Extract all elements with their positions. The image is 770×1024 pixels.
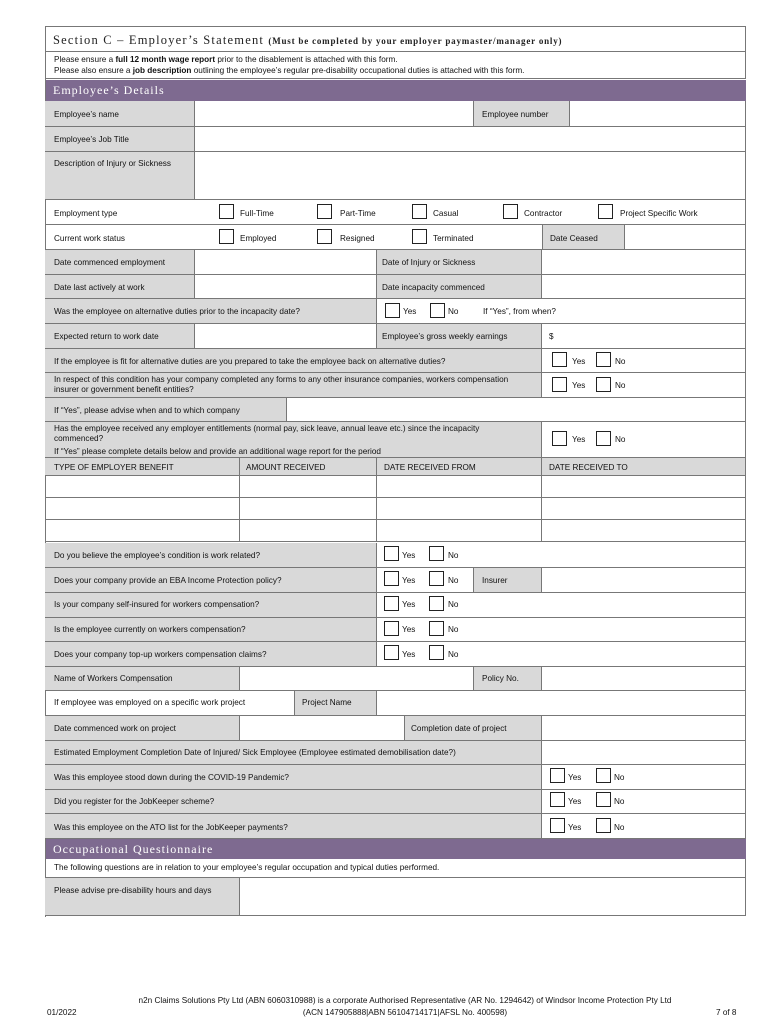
- entitlements-yes-checkbox[interactable]: [552, 431, 567, 446]
- expected-return-label: Expected return to work date: [54, 332, 159, 341]
- benefit-row-1-from[interactable]: [377, 476, 542, 498]
- top-up-label: Does your company top-up workers compensation claims?: [54, 650, 267, 659]
- employee-name-field[interactable]: [195, 101, 474, 127]
- alt-duties-yes-checkbox[interactable]: [385, 303, 400, 318]
- entitlements-no-checkbox[interactable]: [596, 431, 611, 446]
- jobkeeper-label: Did you register for the JobKeeper scheme?: [54, 797, 215, 806]
- full-time-label: Full-Time: [240, 209, 274, 218]
- contractor-label: Contractor: [524, 209, 563, 218]
- casual-label: Casual: [433, 209, 459, 218]
- hours-label: Please advise pre-disability hours and days: [54, 886, 212, 895]
- alt-duties-label: Was the employee on alternative duties prior to the incapacity date?: [54, 307, 300, 316]
- instruction-1-pre: Please ensure a: [54, 55, 116, 64]
- eba-yes-label: Yes: [402, 576, 416, 585]
- instruction-2-pre: Please also ensure a: [54, 66, 133, 75]
- entitlements-label-2: If “Yes” please complete details below and provide an additional wage report for the period: [54, 447, 381, 456]
- job-title-field[interactable]: [195, 127, 746, 152]
- footer-page-number: 7 of 8: [716, 1008, 737, 1017]
- date-last-label: Date last actively at work: [54, 283, 145, 292]
- project-name-field[interactable]: [377, 691, 746, 716]
- self-insured-label: Is your company self-insured for workers compensation?: [54, 600, 260, 609]
- project-name-label: Project Name: [302, 698, 352, 707]
- instruction-line-2: [54, 66, 524, 76]
- project-start-label: Date commenced work on project: [54, 724, 176, 733]
- casual-checkbox[interactable]: [412, 204, 427, 219]
- benefit-row-3-type[interactable]: [45, 520, 240, 542]
- entitlements-label-1: Has the employee received any employer entitlements (normal pay, sick leave, annual leave etc.) since the incapacity commenced?: [54, 424, 480, 443]
- covid-no-label: No: [614, 773, 625, 782]
- self-insured-yes-checkbox[interactable]: [384, 596, 399, 611]
- covid-yes-label: Yes: [568, 773, 582, 782]
- benefit-row-1-amount[interactable]: [240, 476, 377, 498]
- project-specific-checkbox[interactable]: [598, 204, 613, 219]
- self-insured-no-label: No: [448, 600, 459, 609]
- benefit-row-1-type[interactable]: [45, 476, 240, 498]
- date-incapacity-field[interactable]: [542, 275, 746, 299]
- ato-yes-label: Yes: [568, 823, 582, 832]
- insurer-field[interactable]: [542, 568, 746, 593]
- on-wc-label: Is the employee currently on workers compensation?: [54, 625, 246, 634]
- fit-alt-yes-label: Yes: [572, 357, 586, 366]
- jobkeeper-no-checkbox[interactable]: [596, 792, 611, 807]
- instruction-2-post: outlining the employee’s regular pre-disability occupational duties is attached with this form.: [191, 66, 525, 75]
- benefit-row-2-from[interactable]: [377, 498, 542, 520]
- benefit-row-2-type[interactable]: [45, 498, 240, 520]
- covid-no-checkbox[interactable]: [596, 768, 611, 783]
- ato-no-label: No: [614, 823, 625, 832]
- covid-label: Was this employee stood down during the COVID-19 Pandemic?: [54, 773, 289, 782]
- employee-details-header: Employee’s Details: [46, 80, 746, 101]
- jobkeeper-yes-checkbox[interactable]: [550, 792, 565, 807]
- top-up-no-checkbox[interactable]: [429, 645, 444, 660]
- hours-field[interactable]: [240, 878, 746, 916]
- instruction-line-1: [54, 55, 398, 65]
- instruction-1-bold: full 12 month wage report: [115, 55, 216, 64]
- footer-version: 01/2022: [47, 1008, 77, 1017]
- benefit-row-3-amount[interactable]: [240, 520, 377, 542]
- alt-duties-when-label: If “Yes”, from when?: [483, 307, 556, 316]
- eba-label: Does your company provide an EBA Income Protection policy?: [54, 576, 282, 585]
- estimated-completion-field[interactable]: [542, 741, 746, 765]
- work-related-no-label: No: [448, 551, 459, 560]
- benefit-row-1-to[interactable]: [542, 476, 746, 498]
- benefit-header-from-label: DATE RECEIVED FROM: [384, 463, 476, 472]
- jobkeeper-yes-label: Yes: [568, 797, 582, 806]
- terminated-checkbox[interactable]: [412, 229, 427, 244]
- jobkeeper-no-label: No: [614, 797, 625, 806]
- alt-duties-no-checkbox[interactable]: [430, 303, 445, 318]
- hours-label-cell: [45, 878, 240, 916]
- self-insured-yes-label: Yes: [402, 600, 416, 609]
- entitlements-yes-label: Yes: [572, 435, 586, 444]
- policy-label: Policy No.: [482, 674, 519, 683]
- project-specific-label: Project Specific Work: [620, 209, 698, 218]
- work-related-yes-checkbox[interactable]: [384, 546, 399, 561]
- benefit-header-type-label: TYPE OF EMPLOYER BENEFIT: [54, 463, 174, 472]
- benefit-row-2-to[interactable]: [542, 498, 746, 520]
- benefit-header-amount-label: AMOUNT RECEIVED: [246, 463, 326, 472]
- injury-field[interactable]: [195, 152, 746, 200]
- project-completion-label: Completion date of project: [411, 724, 507, 733]
- alt-duties-no-label: No: [448, 307, 459, 316]
- instruction-2-bold: job description: [132, 66, 192, 75]
- benefit-row-3-from[interactable]: [377, 520, 542, 542]
- on-wc-no-label: No: [448, 625, 459, 634]
- employed-checkbox[interactable]: [219, 229, 234, 244]
- work-status-label: Current work status: [54, 234, 125, 243]
- employed-label: Employed: [240, 234, 277, 243]
- resigned-label: Resigned: [340, 234, 375, 243]
- benefit-row-2-amount[interactable]: [240, 498, 377, 520]
- employee-number-label: Employee number: [482, 110, 549, 119]
- estimated-completion-label: Estimated Employment Completion Date of Injured/ Sick Employee (Employee estimated demobilisation date?): [54, 748, 456, 757]
- top-up-no-label: No: [448, 650, 459, 659]
- ato-yes-checkbox[interactable]: [550, 818, 565, 833]
- project-start-field[interactable]: [240, 716, 405, 741]
- employee-name-label: Employee’s name: [54, 110, 119, 119]
- insurer-label: Insurer: [482, 576, 508, 585]
- employee-number-field[interactable]: [570, 101, 746, 127]
- date-ceased-label: Date Ceased: [550, 234, 598, 243]
- occupational-intro: The following questions are in relation to your employee’s regular occupation and typical duties performed.: [54, 863, 440, 872]
- entitlements-no-label: No: [615, 435, 626, 444]
- top-up-yes-checkbox[interactable]: [384, 645, 399, 660]
- eba-no-checkbox[interactable]: [429, 571, 444, 586]
- forms-yes-checkbox[interactable]: [552, 377, 567, 392]
- benefit-header-to-label: DATE RECEIVED TO: [549, 463, 628, 472]
- date-commenced-label: Date commenced employment: [54, 258, 166, 267]
- employment-type-label: Employment type: [54, 209, 118, 218]
- fit-alt-no-label: No: [615, 357, 626, 366]
- injury-label: Description of Injury or Sickness: [54, 159, 171, 168]
- fit-alt-no-checkbox[interactable]: [596, 352, 611, 367]
- benefit-row-3-to[interactable]: [542, 520, 746, 542]
- fit-alt-label: If the employee is fit for alternative duties are you prepared to take the employee back on alternative duties?: [54, 357, 446, 366]
- top-up-yes-label: Yes: [402, 650, 416, 659]
- wc-name-field[interactable]: [240, 667, 474, 691]
- on-wc-no-checkbox[interactable]: [429, 621, 444, 636]
- forms-label: In respect of this condition has your company completed any forms to any other insurance companies, workers compensation insurer or government benefit entities?: [54, 375, 509, 394]
- date-injury-field[interactable]: [542, 250, 746, 275]
- full-time-checkbox[interactable]: [219, 204, 234, 219]
- expected-return-field[interactable]: [195, 324, 377, 349]
- contractor-checkbox[interactable]: [503, 204, 518, 219]
- project-completion-field[interactable]: [542, 716, 746, 741]
- fit-alt-yes-checkbox[interactable]: [552, 352, 567, 367]
- forms-no-label: No: [615, 381, 626, 390]
- on-wc-yes-checkbox[interactable]: [384, 621, 399, 636]
- work-related-yes-label: Yes: [402, 551, 416, 560]
- date-ceased-field[interactable]: [625, 225, 745, 249]
- instruction-1-post: prior to the disablement is attached with this form.: [215, 55, 398, 64]
- on-wc-yes-label: Yes: [402, 625, 416, 634]
- job-title-label: Employee’s Job Title: [54, 135, 129, 144]
- ato-no-checkbox[interactable]: [596, 818, 611, 833]
- work-related-label: Do you believe the employee’s condition is work related?: [54, 551, 261, 560]
- occupational-header: Occupational Questionnaire: [46, 839, 746, 859]
- policy-field[interactable]: [542, 667, 746, 691]
- part-time-checkbox[interactable]: [317, 204, 332, 219]
- work-related-no-checkbox[interactable]: [429, 546, 444, 561]
- section-c-title: [53, 33, 562, 48]
- forms-if-yes-label: If “Yes”, please advise when and to which company: [54, 406, 240, 415]
- forms-if-yes-field[interactable]: [287, 398, 746, 422]
- section-c-title-text: Section C – Employer’s Statement: [53, 33, 265, 47]
- section-c-note: (Must be completed by your employer paymaster/manager only): [268, 36, 563, 46]
- alt-duties-yes-label: Yes: [403, 307, 417, 316]
- footer-line-1: n2n Claims Solutions Pty Ltd (ABN 6060310988) is a corporate Authorised Representative (AR No. 1294642) of Windsor Income Protection Pty Ltd: [138, 996, 672, 1005]
- ato-label: Was this employee on the ATO list for the JobKeeper payments?: [54, 823, 288, 832]
- self-insured-no-checkbox[interactable]: [429, 596, 444, 611]
- gross-weekly-field[interactable]: [542, 324, 746, 349]
- currency-symbol: $: [549, 332, 554, 341]
- date-incapacity-label: Date incapacity commenced: [382, 283, 485, 292]
- resigned-checkbox[interactable]: [317, 229, 332, 244]
- date-last-field[interactable]: [195, 275, 377, 299]
- wc-name-label: Name of Workers Compensation: [54, 674, 173, 683]
- footer-line-2: (ACN 147905888|ABN 56104714171|AFSL No. 400598): [302, 1008, 508, 1017]
- covid-yes-checkbox[interactable]: [550, 768, 565, 783]
- part-time-label: Part-Time: [340, 209, 376, 218]
- gross-weekly-label: Employee’s gross weekly earnings: [382, 332, 508, 341]
- specific-project-label: If employee was employed on a specific work project: [54, 698, 246, 707]
- date-injury-label: Date of Injury or Sickness: [382, 258, 476, 267]
- forms-no-checkbox[interactable]: [596, 377, 611, 392]
- eba-no-label: No: [448, 576, 459, 585]
- forms-yes-label: Yes: [572, 381, 586, 390]
- eba-yes-checkbox[interactable]: [384, 571, 399, 586]
- date-commenced-field[interactable]: [195, 250, 377, 275]
- terminated-label: Terminated: [433, 234, 474, 243]
